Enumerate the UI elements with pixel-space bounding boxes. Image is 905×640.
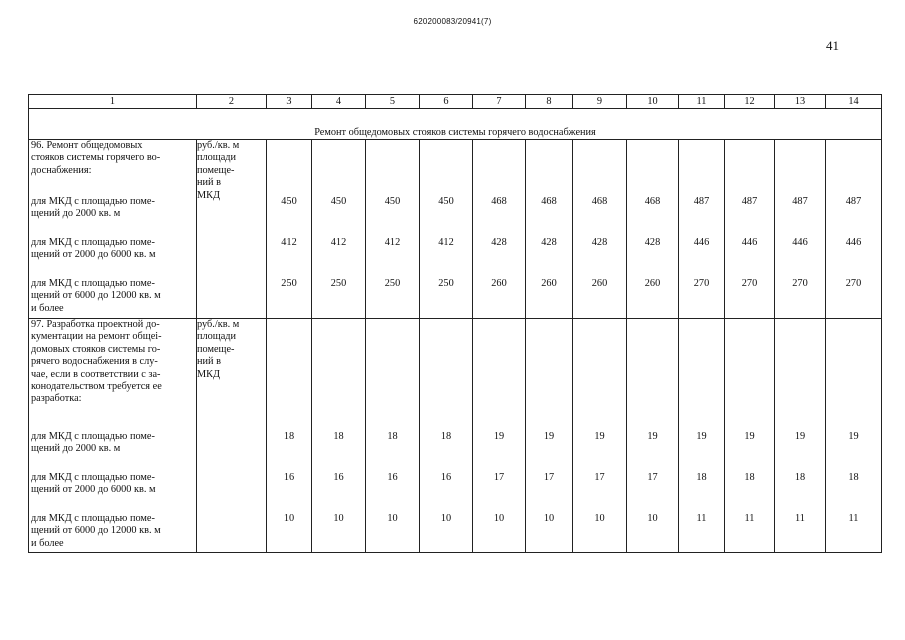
- value-cell: [679, 140, 725, 319]
- rate-value: 270: [845, 278, 862, 289]
- value-cell: [473, 140, 526, 319]
- rate-value: 18: [440, 431, 452, 442]
- rate-value: 18: [848, 472, 859, 483]
- column-number-cell: 3: [267, 95, 312, 109]
- rate-value: 18: [794, 472, 806, 483]
- column-number-cell: 12: [725, 95, 775, 109]
- unit-line: ний в: [197, 177, 221, 189]
- section-block-row: [29, 319, 882, 553]
- rate-value: 487: [792, 196, 808, 207]
- column-number-cell: 10: [627, 95, 679, 109]
- page-number: 41: [826, 38, 839, 53]
- rate-value: 270: [741, 278, 758, 289]
- column-number-cell: 13: [775, 95, 826, 109]
- rate-value: 260: [491, 278, 507, 289]
- row-label-line: щений до 2000 кв. м: [31, 208, 121, 220]
- column-number-cell: 11: [679, 95, 725, 109]
- row-label: [31, 237, 193, 262]
- rate-value: 412: [281, 237, 297, 248]
- value-cell: [826, 140, 882, 319]
- unit-line: ний в: [197, 356, 221, 368]
- rate-value: 250: [330, 278, 347, 289]
- unit-line: руб./кв. м: [197, 319, 240, 330]
- rate-value: 270: [792, 278, 808, 289]
- unit-line: площади: [197, 152, 237, 164]
- section-title-line: конодательством требуется ее: [31, 381, 162, 393]
- rate-value: 19: [848, 431, 859, 442]
- value-cell: [627, 140, 679, 319]
- value-cell: [267, 319, 312, 553]
- value-cell: [573, 319, 627, 553]
- section-title-text: [31, 140, 193, 177]
- rate-value: 428: [644, 237, 661, 248]
- section-title-line: доснабжения:: [31, 164, 92, 176]
- value-cell: [526, 319, 573, 553]
- value-cell: [473, 319, 526, 553]
- rate-value: 270: [693, 278, 710, 289]
- rate-value: 10: [283, 513, 295, 524]
- rate-value: 446: [845, 237, 862, 248]
- section-label-cell: [29, 140, 197, 319]
- rate-value: 17: [594, 472, 605, 483]
- rate-value: 19: [744, 431, 755, 442]
- value-cell: [826, 319, 882, 553]
- rate-value: 11: [848, 513, 859, 524]
- row-label: [31, 196, 193, 221]
- section-title-text: [31, 319, 193, 406]
- rate-value: 428: [591, 237, 608, 248]
- tariff-table: [28, 94, 882, 553]
- row-label-line: для МКД с площадью поме-: [31, 472, 155, 483]
- section-title-row: [29, 109, 882, 140]
- row-label-line: для МКД с площадью поме-: [31, 513, 155, 524]
- rate-value: 19: [794, 431, 806, 442]
- value-cell: [366, 140, 420, 319]
- value-cell: [312, 140, 366, 319]
- row-label-line: щений до 2000 кв. м: [31, 443, 121, 455]
- section-title-line: рячего водоснабжения в слу-: [31, 356, 158, 368]
- rate-value: 412: [330, 237, 347, 248]
- rate-value: 10: [543, 513, 555, 524]
- value-cell: [420, 319, 473, 553]
- section-title-line: кументации на ремонт общеi-: [31, 331, 162, 343]
- section-label-cell: [29, 319, 197, 553]
- section-title-line: домовых стояков системы го-: [31, 343, 161, 355]
- value-cell: [679, 319, 725, 553]
- value-cell: [775, 319, 826, 553]
- row-label-line: для МКД с площадью поме-: [31, 196, 155, 207]
- unit-line: помеще-: [197, 343, 235, 355]
- column-number-cell: 6: [420, 95, 473, 109]
- unit-line: руб./кв. м: [197, 140, 240, 151]
- rate-value: 10: [493, 513, 505, 524]
- section-title-line: стояков системы горячего во-: [31, 152, 161, 164]
- row-label-line: и более: [31, 302, 64, 314]
- rate-value: 18: [696, 472, 707, 483]
- unit-line: МКД: [197, 189, 221, 201]
- rate-value: 260: [644, 278, 661, 289]
- rate-value: 412: [438, 237, 454, 248]
- rate-value: 18: [283, 431, 295, 442]
- row-label-line: щений от 6000 до 12000 кв. м: [31, 290, 161, 302]
- value-cell: [775, 140, 826, 319]
- section-block-row: [29, 140, 882, 319]
- value-cell: [267, 140, 312, 319]
- row-label: [31, 278, 193, 315]
- rate-value: 250: [384, 278, 401, 289]
- rate-value: 16: [440, 472, 452, 483]
- rate-value: 10: [647, 513, 658, 524]
- rate-value: 468: [644, 196, 661, 207]
- rate-value: 17: [543, 472, 555, 483]
- column-number-cell: 1: [29, 95, 197, 109]
- value-cell: [573, 140, 627, 319]
- rate-value: 446: [792, 237, 808, 248]
- rate-value: 468: [541, 196, 557, 207]
- value-cell: [526, 140, 573, 319]
- row-label: [31, 431, 193, 456]
- rate-value: 260: [591, 278, 608, 289]
- rate-value: 19: [594, 431, 605, 442]
- unit-cell: [197, 319, 267, 553]
- rate-value: 19: [493, 431, 505, 442]
- rate-value: 18: [333, 431, 344, 442]
- row-label-line: для МКД с площадью поме-: [31, 237, 155, 248]
- row-label-line: и более: [31, 537, 64, 549]
- row-label-line: щений от 6000 до 12000 кв. м: [31, 525, 161, 537]
- rate-value: 17: [493, 472, 505, 483]
- value-cell: [420, 140, 473, 319]
- column-number-cell: 9: [573, 95, 627, 109]
- rate-value: 450: [438, 196, 454, 207]
- rate-value: 11: [795, 513, 805, 524]
- rate-value: 11: [744, 513, 755, 524]
- row-label-line: щений от 2000 до 6000 кв. м: [31, 484, 156, 496]
- section-title-line: чае, если в соответствии с за-: [31, 368, 161, 380]
- rate-value: 428: [491, 237, 507, 248]
- rate-value: 446: [693, 237, 710, 248]
- value-cell: [725, 319, 775, 553]
- rate-value: 16: [333, 472, 344, 483]
- value-cell: [627, 319, 679, 553]
- rate-value: 16: [387, 472, 398, 483]
- column-number-cell: 14: [826, 95, 882, 109]
- column-number-row: [29, 95, 882, 109]
- rate-value: 446: [741, 237, 758, 248]
- rate-value: 17: [647, 472, 658, 483]
- rate-value: 19: [647, 431, 658, 442]
- row-label-line: щений от 2000 до 6000 кв. м: [31, 249, 156, 261]
- unit-line: МКД: [197, 368, 221, 380]
- rate-value: 10: [387, 513, 398, 524]
- row-label: [31, 513, 193, 550]
- rate-value: 412: [384, 237, 401, 248]
- rate-value: 16: [283, 472, 295, 483]
- rate-value: 250: [281, 278, 297, 289]
- value-cell: [312, 319, 366, 553]
- rate-value: 487: [693, 196, 710, 207]
- section-title-line: 96. Ремонт общедомовых: [31, 140, 143, 151]
- document-id: 620200083/20941(7): [413, 17, 492, 26]
- rate-value: 428: [541, 237, 557, 248]
- rate-value: 250: [438, 278, 454, 289]
- column-number-cell: 5: [366, 95, 420, 109]
- rate-value: 450: [281, 196, 297, 207]
- unit-line: площади: [197, 331, 237, 343]
- section-title-line: 97. Разработка проектной до-: [31, 319, 160, 330]
- value-cell: [366, 319, 420, 553]
- rate-value: 468: [491, 196, 507, 207]
- rate-value: 18: [744, 472, 755, 483]
- section-title: Ремонт общедомовых стояков системы горячего водоснабжения: [29, 109, 882, 140]
- rate-value: 19: [543, 431, 555, 442]
- row-label-line: для МКД с площадью поме-: [31, 431, 155, 442]
- unit-cell: [197, 140, 267, 319]
- unit-line: помеще-: [197, 164, 235, 176]
- rate-value: 10: [333, 513, 344, 524]
- rate-value: 487: [741, 196, 758, 207]
- column-number-cell: 4: [312, 95, 366, 109]
- column-number-cell: 2: [197, 95, 267, 109]
- rate-value: 450: [330, 196, 347, 207]
- rate-value: 450: [384, 196, 401, 207]
- rate-value: 18: [387, 431, 398, 442]
- column-number-cell: 7: [473, 95, 526, 109]
- rate-value: 260: [541, 278, 557, 289]
- rate-value: 10: [440, 513, 452, 524]
- rate-value: 11: [696, 513, 707, 524]
- section-title-line: разработка:: [31, 393, 82, 405]
- row-label: [31, 472, 193, 497]
- row-label-line: для МКД с площадью поме-: [31, 278, 155, 289]
- rate-value: 468: [591, 196, 608, 207]
- rate-value: 10: [594, 513, 605, 524]
- rate-value: 19: [696, 431, 707, 442]
- rate-value: 487: [845, 196, 862, 207]
- column-number-cell: 8: [526, 95, 573, 109]
- value-cell: [725, 140, 775, 319]
